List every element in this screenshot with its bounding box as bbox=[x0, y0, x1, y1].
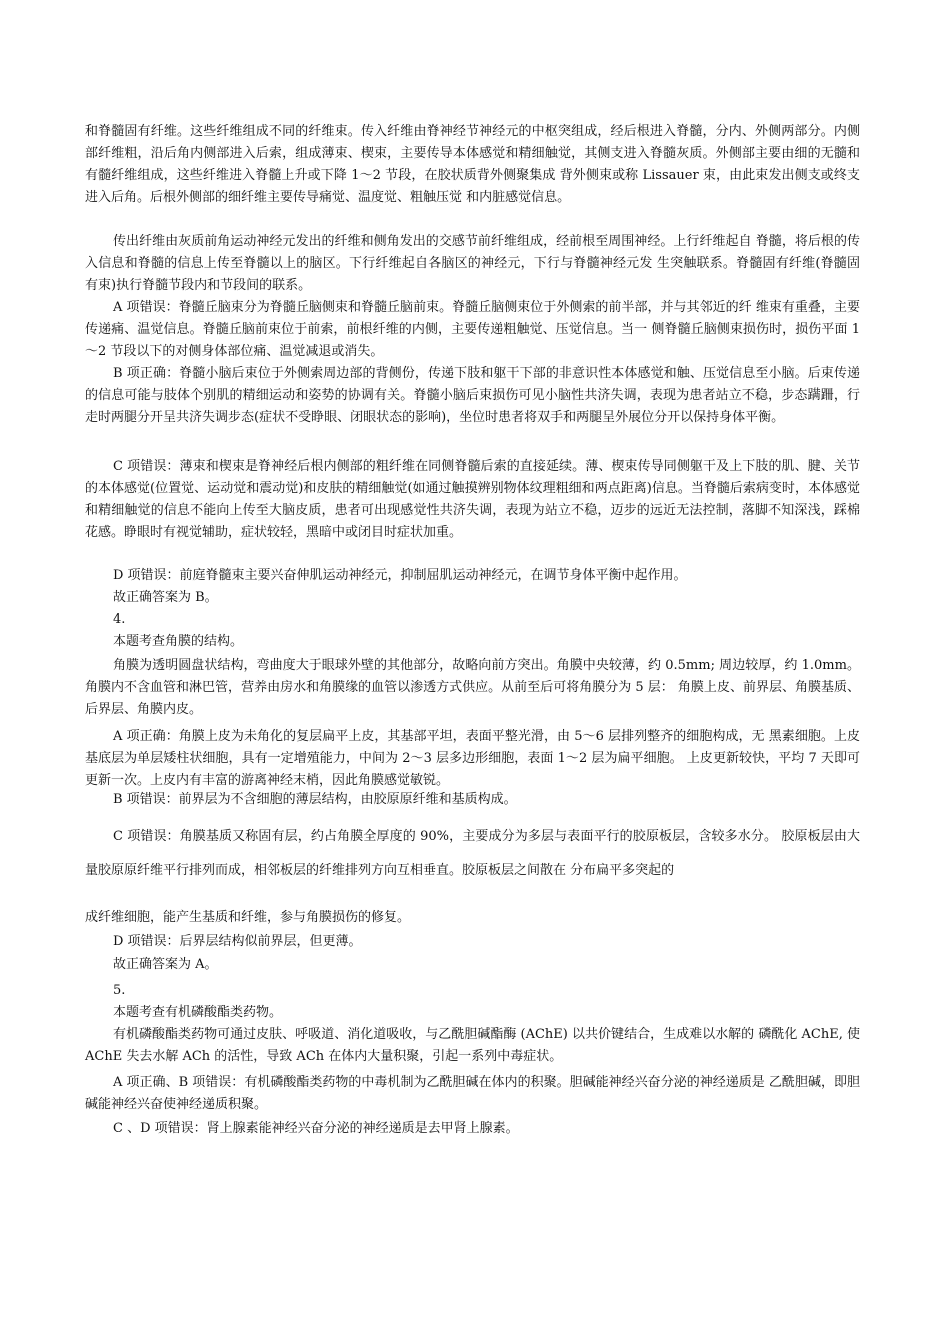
topic-q5: 本题考查有机磷酸酯类药物。 bbox=[113, 1005, 283, 1020]
paragraph-option-b-q4: B 项错误：前界层为不含细胞的薄层结构，由胶原原纤维和基质构成。 bbox=[113, 792, 517, 807]
paragraph-option-d-q3: D 项错误：前庭脊髓束主要兴奋伸肌运动神经元，抑制屈肌运动神经元，在调节身体平衡中起作用。 bbox=[113, 568, 687, 583]
paragraph-option-c-q4: C 项错误：角膜基质又称固有层，约占角膜全厚度的 90%，主要成分为多层与表面平行的胶原板层，含较多水分。 胶原板层由大量胶原原纤维平行排列而成，相邻板层的纤维排列方向互相垂直。胶原板层之间散在 分布扁平多突起的 bbox=[85, 829, 860, 878]
paragraph-option-a-q4: A 项正确：角膜上皮为未角化的复层扁平上皮，其基部平坦，表面平整光滑，由 5～6 层排列整齐的细胞构成，无 黑素细胞。上皮基底层为单层矮柱状细胞，具有一定增殖能力，中间为 2～3 层多边形细胞，表面 1～2 层为扁平细胞。 上皮更新较快，平均 7 天即可更新一次。上皮内有丰富的游离神经末梢，因此角膜感觉敏锐。 bbox=[85, 729, 860, 788]
paragraph-option-a-q3: A 项错误：脊髓丘脑束分为脊髓丘脑侧束和脊髓丘脑前束。脊髓丘脑侧束位于外侧索的前半部，并与其邻近的纤 维束有重叠，主要传递痛、温觉信息。脊髓丘脑前束位于前索，前根纤维的内侧，主要传递粗触觉、压觉信息。当一 侧脊髓丘脑侧束损伤时，损伤平面 1～2 节段以下的对侧身体部位痛、温觉减退或消失。 bbox=[85, 300, 860, 359]
paragraph-option-c-q3: C 项错误：薄束和楔束是脊神经后根内侧部的粗纤维在同侧脊髓后索的直接延续。薄、楔束传导同侧躯干及上下肢的肌、腱、关节的本体感觉(位置觉、运动觉和震动觉)和皮肤的精细触觉(如通过触摸辨别物体纹理粗细和两点距离)信息。当脊髓后索病变时，本体感觉和精细触觉的信息不能向上传至大脑皮质，患者可出现感觉性共济失调，表现为站立不稳，迈步的远近无法控制，落脚不知深浅，踩棉花感。睁眼时有视觉辅助，症状较轻，黑暗中或闭目时症状加重。 bbox=[85, 459, 860, 540]
question-number-5: 5. bbox=[113, 983, 126, 998]
answer-q3: 故正确答案为 B。 bbox=[113, 590, 218, 605]
answer-q4: 故正确答案为 A。 bbox=[113, 957, 218, 972]
paragraph-organophosphate: 有机磷酸酯类药物可通过皮肤、呼吸道、消化道吸收，与乙酰胆碱酯酶 (AChE) 以共价键结合，生成难以水解的 磷酰化 AChE, 使 AChE 失去水解 ACh 的活性，导致 ACh 在体内大量积聚，引起一系列中毒症状。 bbox=[85, 1027, 860, 1064]
paragraph-option-cd-q5: C 、D 项错误：肾上腺素能神经兴奋分泌的神经递质是去甲肾上腺素。 bbox=[113, 1121, 519, 1136]
paragraph-option-d-q4: D 项错误：后界层结构似前界层，但更薄。 bbox=[113, 934, 362, 949]
question-number-4: 4. bbox=[113, 612, 126, 627]
paragraph-option-c-q4-cont: 成纤维细胞，能产生基质和纤维，参与角膜损伤的修复。 bbox=[85, 910, 411, 925]
paragraph-efferent-fibers: 传出纤维由灰质前角运动神经元发出的纤维和侧角发出的交感节前纤维组成，经前根至周围神经。上行纤维起自 脊髓，将后根的传入信息和脊髓的信息上传至脊髓以上的脑区。下行纤维起自各脑区的神经元，下行与脊髓神经元发 生突触联系。脊髓固有纤维(脊髓固有束)执行脊髓节段内和节段间的联系。 bbox=[85, 234, 860, 293]
paragraph-spinal-fibers: 和脊髓固有纤维。这些纤维组成不同的纤维束。传入纤维由脊神经节神经元的中枢突组成，经后根进入脊髓，分内、外侧两部分。内侧部纤维粗，沿后角内侧部进入后索，组成薄束、楔束，主要传导本体感觉和精细触觉，其侧支进入脊髓灰质。外侧部主要由细的无髓和有髓纤维组成，这些纤维进入脊髓上升或下降 1～2 节段，在胶状质背外侧聚集成 背外侧束或称 Lissauer 束，由此束发出侧支或终支进入后角。后根外侧部的细纤维主要传导痛觉、温度觉、粗触压觉 和内脏感觉信息。 bbox=[85, 124, 860, 205]
paragraph-option-ab-q5: A 项正确、B 项错误：有机磷酸酯类药物的中毒机制为乙酰胆碱在体内的积聚。胆碱能神经兴奋分泌的神经递质是 乙酰胆碱，即胆碱能神经兴奋使神经递质积聚。 bbox=[85, 1075, 860, 1112]
topic-q4: 本题考查角膜的结构。 bbox=[113, 634, 244, 649]
paragraph-cornea-intro: 角膜为透明圆盘状结构，弯曲度大于眼球外壁的其他部分，故略向前方突出。角膜中央较薄，约 0.5mm; 周边较厚，约 1.0mm。角膜内不含血管和淋巴管，营养由房水和角膜缘的血管以渗透方式供应。从前至后可将角膜分为 5 层： 角膜上皮、前界层、角膜基质、后界层、角膜内皮。 bbox=[85, 658, 860, 717]
paragraph-option-b-q3: B 项正确：脊髓小脑后束位于外侧索周边部的背侧份，传递下肢和躯干下部的非意识性本体感觉和触、压觉信息至小脑。后束传递的信息可能与肢体个别肌的精细运动和姿势的协调有关。脊髓小脑后束损伤可见小脑性共济失调，表现为患者站立不稳，步态蹒跚，行走时两腿分开呈共济失调步态(症状不受睁眼、闭眼状态的影响)，坐位时患者将双手和两腿呈外展位分开以保持身体平衡。 bbox=[85, 366, 860, 425]
